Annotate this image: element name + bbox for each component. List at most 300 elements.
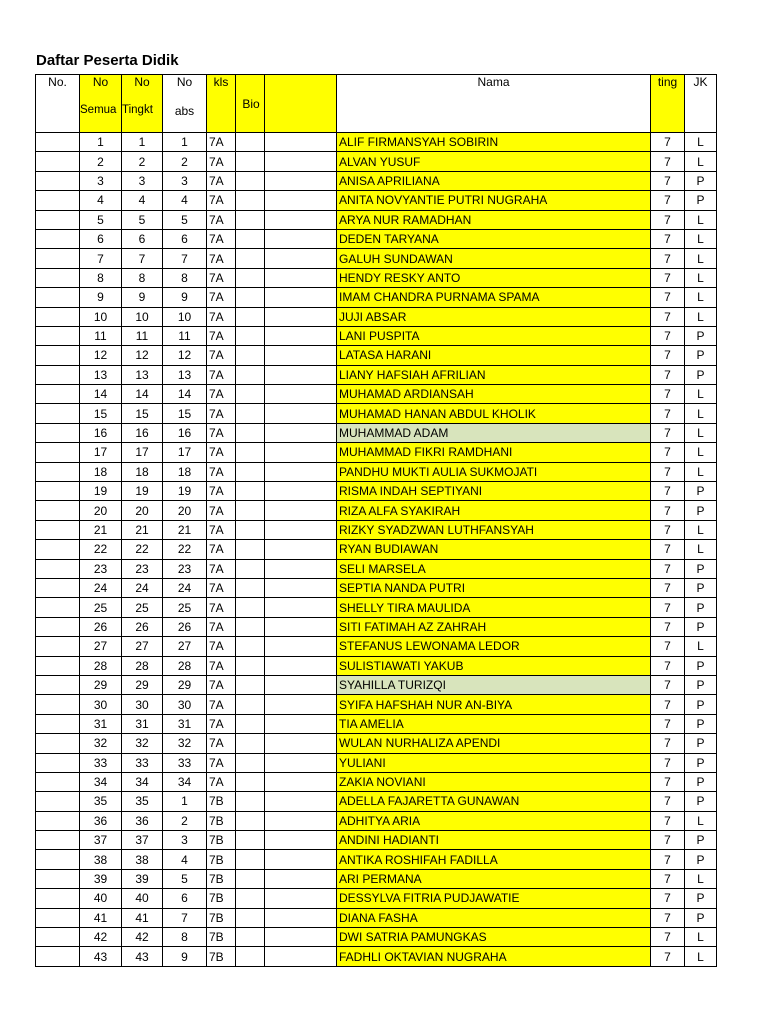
col-header-no: No. — [36, 75, 80, 133]
cell-no-abs: 14 — [163, 385, 207, 404]
table-row — [36, 520, 717, 539]
cell-kls: 7A — [207, 598, 236, 617]
cell-jk: P — [685, 772, 717, 791]
page-title: Daftar Peserta Didik — [36, 52, 179, 69]
cell-nama: SITI FATIMAH AZ ZAHRAH — [337, 617, 651, 636]
cell-ting: 7 — [651, 404, 685, 423]
table-row — [36, 501, 717, 520]
table-row — [36, 811, 717, 830]
cell-no — [36, 928, 80, 947]
cell-no — [36, 850, 80, 869]
cell-no-abs: 34 — [163, 772, 207, 791]
cell-no-semua: 11 — [80, 326, 122, 345]
cell-blank — [265, 617, 337, 636]
table-row — [36, 908, 717, 927]
cell-blank — [265, 675, 337, 694]
cell-ting: 7 — [651, 695, 685, 714]
cell-ting: 7 — [651, 540, 685, 559]
cell-bio — [236, 675, 265, 694]
cell-ting: 7 — [651, 152, 685, 171]
cell-ting: 7 — [651, 501, 685, 520]
cell-nama: MUHAMMAD ADAM — [337, 423, 651, 442]
cell-kls: 7A — [207, 268, 236, 287]
col-header-no-abs-2: abs — [163, 104, 207, 133]
cell-kls: 7A — [207, 385, 236, 404]
cell-no — [36, 288, 80, 307]
cell-bio — [236, 811, 265, 830]
cell-nama: RIZKY SYADZWAN LUTHFANSYAH — [337, 520, 651, 539]
cell-bio — [236, 346, 265, 365]
cell-nama: ADELLA FAJARETTA GUNAWAN — [337, 792, 651, 811]
cell-blank — [265, 714, 337, 733]
cell-no — [36, 268, 80, 287]
cell-blank — [265, 365, 337, 384]
cell-jk: P — [685, 831, 717, 850]
cell-kls: 7A — [207, 346, 236, 365]
cell-no-abs: 5 — [163, 210, 207, 229]
cell-nama: DEDEN TARYANA — [337, 229, 651, 248]
cell-jk: L — [685, 249, 717, 268]
cell-no-tingkt: 11 — [122, 326, 163, 345]
cell-no-tingkt: 33 — [122, 753, 163, 772]
cell-no — [36, 637, 80, 656]
cell-bio — [236, 133, 265, 152]
cell-bio — [236, 753, 265, 772]
cell-jk: L — [685, 869, 717, 888]
cell-no-semua: 6 — [80, 229, 122, 248]
cell-ting: 7 — [651, 423, 685, 442]
cell-no-abs: 22 — [163, 540, 207, 559]
cell-no-semua: 14 — [80, 385, 122, 404]
table-row — [36, 617, 717, 636]
cell-bio — [236, 326, 265, 345]
cell-no-abs: 10 — [163, 307, 207, 326]
cell-kls: 7A — [207, 462, 236, 481]
cell-ting: 7 — [651, 831, 685, 850]
cell-jk: P — [685, 850, 717, 869]
cell-no-abs: 32 — [163, 734, 207, 753]
cell-blank — [265, 346, 337, 365]
table-row — [36, 385, 717, 404]
cell-jk: P — [685, 346, 717, 365]
cell-no-tingkt: 2 — [122, 152, 163, 171]
cell-kls: 7A — [207, 423, 236, 442]
cell-kls: 7A — [207, 656, 236, 675]
cell-kls: 7A — [207, 637, 236, 656]
cell-jk: P — [685, 578, 717, 597]
cell-bio — [236, 695, 265, 714]
cell-bio — [236, 191, 265, 210]
cell-jk: L — [685, 307, 717, 326]
cell-no — [36, 656, 80, 675]
cell-jk: P — [685, 753, 717, 772]
cell-no-tingkt: 37 — [122, 831, 163, 850]
cell-no-tingkt: 26 — [122, 617, 163, 636]
cell-no-abs: 20 — [163, 501, 207, 520]
col-header-nama: Nama — [337, 75, 651, 133]
cell-jk: L — [685, 928, 717, 947]
cell-nama: IMAM CHANDRA PURNAMA SPAMA — [337, 288, 651, 307]
cell-ting: 7 — [651, 947, 685, 966]
cell-jk: P — [685, 191, 717, 210]
cell-no — [36, 152, 80, 171]
cell-kls: 7A — [207, 365, 236, 384]
table-row — [36, 404, 717, 423]
cell-nama: SEPTIA NANDA PUTRI — [337, 578, 651, 597]
cell-kls: 7B — [207, 908, 236, 927]
table-row — [36, 268, 717, 287]
table-row — [36, 889, 717, 908]
cell-bio — [236, 443, 265, 462]
cell-no-abs: 2 — [163, 811, 207, 830]
cell-blank — [265, 385, 337, 404]
cell-no — [36, 869, 80, 888]
cell-ting: 7 — [651, 714, 685, 733]
col-header-bio-label: Bio — [242, 96, 260, 111]
cell-no-semua: 23 — [80, 559, 122, 578]
cell-jk: P — [685, 559, 717, 578]
table-row — [36, 191, 717, 210]
cell-no-tingkt: 41 — [122, 908, 163, 927]
cell-no-abs: 3 — [163, 171, 207, 190]
cell-no-abs: 5 — [163, 869, 207, 888]
cell-no-semua: 7 — [80, 249, 122, 268]
cell-no-semua: 42 — [80, 928, 122, 947]
table-row — [36, 559, 717, 578]
cell-jk: L — [685, 385, 717, 404]
cell-ting: 7 — [651, 675, 685, 694]
cell-ting: 7 — [651, 869, 685, 888]
cell-kls: 7A — [207, 520, 236, 539]
cell-blank — [265, 908, 337, 927]
cell-no-semua: 31 — [80, 714, 122, 733]
cell-no-semua: 17 — [80, 443, 122, 462]
cell-no-tingkt: 16 — [122, 423, 163, 442]
cell-no-abs: 6 — [163, 889, 207, 908]
table-row — [36, 249, 717, 268]
cell-nama: RISMA INDAH SEPTIYANI — [337, 482, 651, 501]
cell-blank — [265, 869, 337, 888]
cell-jk: P — [685, 908, 717, 927]
cell-no — [36, 249, 80, 268]
cell-no-abs: 23 — [163, 559, 207, 578]
cell-bio — [236, 772, 265, 791]
cell-blank — [265, 326, 337, 345]
col-header-no-semua-1: No — [80, 75, 122, 104]
cell-nama: JUJI ABSAR — [337, 307, 651, 326]
cell-bio — [236, 229, 265, 248]
cell-ting: 7 — [651, 133, 685, 152]
table-row — [36, 753, 717, 772]
cell-no-tingkt: 29 — [122, 675, 163, 694]
cell-no-tingkt: 12 — [122, 346, 163, 365]
cell-nama: SELI MARSELA — [337, 559, 651, 578]
cell-no-abs: 27 — [163, 637, 207, 656]
cell-no-tingkt: 31 — [122, 714, 163, 733]
cell-bio — [236, 152, 265, 171]
cell-no-semua: 33 — [80, 753, 122, 772]
cell-no-tingkt: 17 — [122, 443, 163, 462]
cell-bio — [236, 792, 265, 811]
cell-no-abs: 24 — [163, 578, 207, 597]
cell-no-semua: 3 — [80, 171, 122, 190]
cell-no-tingkt: 38 — [122, 850, 163, 869]
cell-ting: 7 — [651, 753, 685, 772]
col-header-no-tingkt-2: Tingkt — [122, 104, 163, 133]
cell-ting: 7 — [651, 598, 685, 617]
cell-no-abs: 17 — [163, 443, 207, 462]
cell-jk: L — [685, 133, 717, 152]
cell-kls: 7A — [207, 772, 236, 791]
cell-jk: L — [685, 210, 717, 229]
cell-kls: 7A — [207, 326, 236, 345]
cell-nama: SULISTIAWATI YAKUB — [337, 656, 651, 675]
cell-blank — [265, 133, 337, 152]
cell-jk: L — [685, 540, 717, 559]
cell-no — [36, 908, 80, 927]
cell-blank — [265, 734, 337, 753]
cell-no-tingkt: 28 — [122, 656, 163, 675]
cell-no-semua: 12 — [80, 346, 122, 365]
cell-kls: 7A — [207, 171, 236, 190]
cell-jk: P — [685, 675, 717, 694]
table-row — [36, 482, 717, 501]
cell-kls: 7A — [207, 229, 236, 248]
cell-ting: 7 — [651, 288, 685, 307]
cell-ting: 7 — [651, 578, 685, 597]
cell-kls: 7B — [207, 850, 236, 869]
cell-no — [36, 501, 80, 520]
col-header-kls: kls — [207, 75, 236, 104]
cell-no-tingkt: 20 — [122, 501, 163, 520]
cell-no-tingkt: 43 — [122, 947, 163, 966]
cell-no-tingkt: 27 — [122, 637, 163, 656]
col-header-jk: JK — [685, 75, 717, 133]
cell-jk: L — [685, 443, 717, 462]
cell-blank — [265, 152, 337, 171]
cell-nama: SYIFA HAFSHAH NUR AN-BIYA — [337, 695, 651, 714]
cell-no-tingkt: 30 — [122, 695, 163, 714]
cell-no-semua: 25 — [80, 598, 122, 617]
cell-jk: L — [685, 637, 717, 656]
cell-no — [36, 229, 80, 248]
cell-kls: 7A — [207, 288, 236, 307]
table-row — [36, 229, 717, 248]
cell-no — [36, 462, 80, 481]
cell-no-tingkt: 1 — [122, 133, 163, 152]
cell-no-tingkt: 25 — [122, 598, 163, 617]
table-row — [36, 598, 717, 617]
cell-no-semua: 34 — [80, 772, 122, 791]
cell-ting: 7 — [651, 385, 685, 404]
cell-bio — [236, 210, 265, 229]
cell-no-semua: 36 — [80, 811, 122, 830]
cell-no-tingkt: 15 — [122, 404, 163, 423]
cell-ting: 7 — [651, 171, 685, 190]
cell-no-semua: 37 — [80, 831, 122, 850]
cell-no-semua: 24 — [80, 578, 122, 597]
cell-ting: 7 — [651, 326, 685, 345]
col-header-ting: ting — [651, 75, 685, 133]
cell-no-abs: 8 — [163, 928, 207, 947]
cell-nama: LIANY HAFSIAH AFRILIAN — [337, 365, 651, 384]
cell-bio — [236, 171, 265, 190]
cell-no-abs: 15 — [163, 404, 207, 423]
cell-ting: 7 — [651, 229, 685, 248]
cell-no-semua: 32 — [80, 734, 122, 753]
cell-nama: HENDY RESKY ANTO — [337, 268, 651, 287]
cell-kls: 7B — [207, 889, 236, 908]
cell-blank — [265, 540, 337, 559]
cell-bio — [236, 928, 265, 947]
cell-jk: P — [685, 598, 717, 617]
cell-kls: 7A — [207, 559, 236, 578]
cell-no — [36, 734, 80, 753]
cell-kls: 7A — [207, 191, 236, 210]
cell-ting: 7 — [651, 365, 685, 384]
cell-no-semua: 39 — [80, 869, 122, 888]
cell-no — [36, 540, 80, 559]
cell-nama: WULAN NURHALIZA APENDI — [337, 734, 651, 753]
cell-no — [36, 831, 80, 850]
cell-no-tingkt: 3 — [122, 171, 163, 190]
col-header-bio — [236, 75, 265, 133]
cell-nama: ADHITYA ARIA — [337, 811, 651, 830]
cell-bio — [236, 598, 265, 617]
cell-blank — [265, 249, 337, 268]
table-row — [36, 772, 717, 791]
col-header-no-abs-1: No — [163, 75, 207, 104]
cell-jk: L — [685, 520, 717, 539]
cell-nama: ARI PERMANA — [337, 869, 651, 888]
cell-no-abs: 2 — [163, 152, 207, 171]
cell-jk: P — [685, 714, 717, 733]
cell-nama: MUHAMAD ARDIANSAH — [337, 385, 651, 404]
cell-no-tingkt: 7 — [122, 249, 163, 268]
cell-no-tingkt: 24 — [122, 578, 163, 597]
cell-no-semua: 5 — [80, 210, 122, 229]
cell-ting: 7 — [651, 734, 685, 753]
cell-blank — [265, 695, 337, 714]
cell-blank — [265, 753, 337, 772]
cell-kls: 7A — [207, 443, 236, 462]
cell-blank — [265, 637, 337, 656]
table-row — [36, 792, 717, 811]
cell-ting: 7 — [651, 617, 685, 636]
cell-bio — [236, 307, 265, 326]
cell-blank — [265, 482, 337, 501]
col-header-no-tingkt-1: No — [122, 75, 163, 104]
cell-ting: 7 — [651, 249, 685, 268]
cell-blank — [265, 191, 337, 210]
cell-no-semua: 28 — [80, 656, 122, 675]
cell-nama: YULIANI — [337, 753, 651, 772]
table-row — [36, 443, 717, 462]
cell-ting: 7 — [651, 637, 685, 656]
cell-blank — [265, 268, 337, 287]
cell-no — [36, 559, 80, 578]
cell-ting: 7 — [651, 889, 685, 908]
cell-jk: P — [685, 734, 717, 753]
cell-no-tingkt: 42 — [122, 928, 163, 947]
cell-bio — [236, 617, 265, 636]
cell-ting: 7 — [651, 210, 685, 229]
cell-kls: 7A — [207, 307, 236, 326]
cell-no-semua: 2 — [80, 152, 122, 171]
cell-no — [36, 171, 80, 190]
cell-ting: 7 — [651, 908, 685, 927]
cell-bio — [236, 501, 265, 520]
cell-no-abs: 1 — [163, 133, 207, 152]
cell-no — [36, 578, 80, 597]
cell-nama: LATASA HARANI — [337, 346, 651, 365]
cell-jk: P — [685, 365, 717, 384]
table-row — [36, 734, 717, 753]
cell-nama: DWI SATRIA PAMUNGKAS — [337, 928, 651, 947]
cell-no-tingkt: 18 — [122, 462, 163, 481]
table-row — [36, 423, 717, 442]
cell-nama: DESSYLVA FITRIA PUDJAWATIE — [337, 889, 651, 908]
cell-no-tingkt: 6 — [122, 229, 163, 248]
cell-no — [36, 947, 80, 966]
table-row — [36, 540, 717, 559]
cell-nama: LANI PUSPITA — [337, 326, 651, 345]
cell-no-tingkt: 40 — [122, 889, 163, 908]
cell-blank — [265, 210, 337, 229]
cell-no — [36, 772, 80, 791]
cell-no-semua: 18 — [80, 462, 122, 481]
cell-no-tingkt: 13 — [122, 365, 163, 384]
cell-nama: ANTIKA ROSHIFAH FADILLA — [337, 850, 651, 869]
cell-kls: 7B — [207, 792, 236, 811]
cell-blank — [265, 443, 337, 462]
cell-bio — [236, 268, 265, 287]
cell-blank — [265, 792, 337, 811]
table-row — [36, 578, 717, 597]
cell-kls: 7A — [207, 249, 236, 268]
cell-kls: 7A — [207, 210, 236, 229]
table-row — [36, 171, 717, 190]
cell-jk: L — [685, 811, 717, 830]
cell-no-semua: 13 — [80, 365, 122, 384]
table-row — [36, 637, 717, 656]
cell-no-tingkt: 14 — [122, 385, 163, 404]
cell-nama: FADHLI OKTAVIAN NUGRAHA — [337, 947, 651, 966]
cell-no-semua: 15 — [80, 404, 122, 423]
cell-kls: 7B — [207, 947, 236, 966]
cell-no — [36, 792, 80, 811]
cell-bio — [236, 889, 265, 908]
cell-no — [36, 675, 80, 694]
cell-kls: 7A — [207, 617, 236, 636]
cell-no-semua: 9 — [80, 288, 122, 307]
cell-no — [36, 210, 80, 229]
cell-bio — [236, 656, 265, 675]
cell-jk: L — [685, 229, 717, 248]
cell-kls: 7A — [207, 753, 236, 772]
table-row — [36, 462, 717, 481]
cell-blank — [265, 889, 337, 908]
cell-jk: L — [685, 288, 717, 307]
cell-bio — [236, 831, 265, 850]
cell-nama: ANDINI HADIANTI — [337, 831, 651, 850]
table-row — [36, 346, 717, 365]
cell-bio — [236, 869, 265, 888]
cell-ting: 7 — [651, 462, 685, 481]
cell-blank — [265, 578, 337, 597]
cell-jk: P — [685, 695, 717, 714]
cell-no-semua: 35 — [80, 792, 122, 811]
